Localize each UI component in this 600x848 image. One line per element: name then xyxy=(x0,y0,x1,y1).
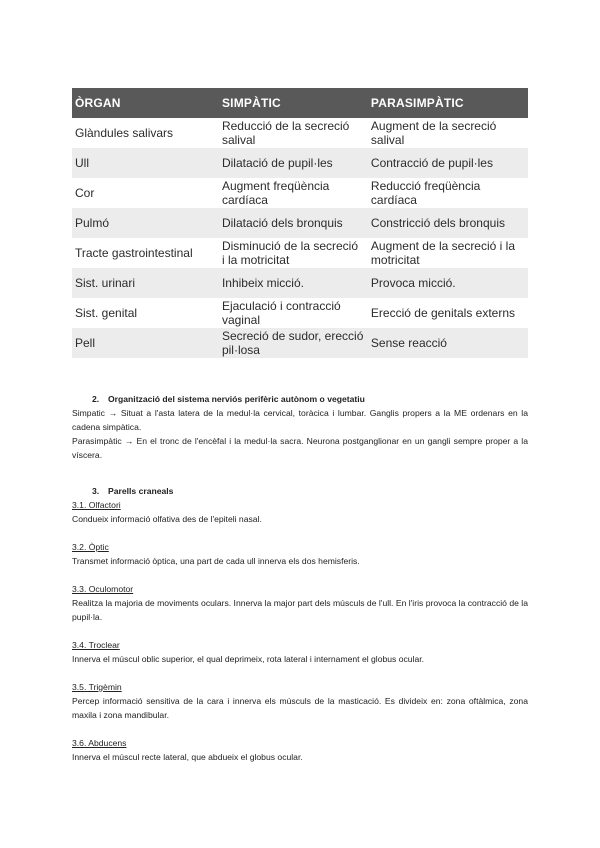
paragraph: Innerva el múscul oblic superior, el qual deprimeix, rota lateral i internament el globus ocular. xyxy=(72,654,425,664)
table-header-row xyxy=(72,88,528,118)
organ-comparison-table xyxy=(72,88,528,358)
paragraph: Innerva el múscul recte lateral, que abdueix el globus ocular. xyxy=(72,752,303,762)
paragraph: Percep informació sensitiva de la cara i innerva els músculs de la masticació. Es divideix en: zona oftàlmica, zona maxila i zona mandibular. xyxy=(72,696,528,720)
sympathetic-cell: Disminució de la secreció i la motricitat xyxy=(221,239,359,267)
organ-cell: Pulmó xyxy=(72,208,219,238)
section-heading xyxy=(72,484,528,498)
parasympathetic-cell: Erecció de genitals externs xyxy=(370,306,515,320)
subsection-title: 3.1. Olfactori xyxy=(72,500,121,510)
sympathetic-cell: Augment freqüència cardíaca xyxy=(221,179,330,207)
paragraph: Simpatic → Situat a l'asta latera de la medul·la cervical, toràcica i lumbar. Ganglis propers a la ME ordenars en la cadena simpàtica. xyxy=(72,408,528,432)
table-row xyxy=(72,208,528,238)
document-body xyxy=(72,392,528,764)
table-row xyxy=(72,178,528,208)
table-row xyxy=(72,328,528,358)
paragraph: Parasimpàtic → En el tronc de l'encèfal i la medul·la sacra. Neurona postganglionar en un gangli sempre proper a la víscera. xyxy=(72,436,528,460)
section-number: 3. xyxy=(92,486,100,496)
organ-cell: Pell xyxy=(72,328,219,358)
table-row xyxy=(72,268,528,298)
paragraph: Transmet informació òptica, una part de cada ull innerva els dos hemisferis. xyxy=(72,556,360,566)
organ-cell: Sist. urinari xyxy=(72,268,219,298)
parasympathetic-cell: Reducció freqüència cardíaca xyxy=(370,179,481,207)
sympathetic-cell: Ejaculació i contracció vaginal xyxy=(221,299,341,327)
organ-cell: Ull xyxy=(72,148,219,178)
parasympathetic-cell: Contracció de pupil·les xyxy=(368,148,528,178)
sympathetic-cell: Reducció de la secreció salival xyxy=(221,119,350,147)
sympathetic-cell: Dilatació de pupil·les xyxy=(219,148,368,178)
section-title: Organització del sistema nerviós perifèric autònom o vegetatiu xyxy=(108,394,365,404)
parasympathetic-cell: Provoca micció. xyxy=(368,268,528,298)
organ-cell: Sist. genital xyxy=(75,306,138,320)
section-number: 2. xyxy=(92,394,100,404)
table-row xyxy=(72,298,528,328)
section-title: Parells craneals xyxy=(108,486,174,496)
subsection-title: 3.6. Abducens xyxy=(72,738,127,748)
parasympathetic-cell: Constricció dels bronquis xyxy=(368,208,528,238)
subsection-title: 3.4. Troclear xyxy=(72,640,120,650)
paragraph: Realitza la majoria de moviments oculars. Innerva la major part dels músculs de l'ull. En l'iris provoca la contracció de la pupil·la. xyxy=(72,598,528,622)
table-row xyxy=(72,118,528,148)
organ-cell: Cor xyxy=(75,186,95,200)
sympathetic-cell: Secreció de sudor, erecció pil·losa xyxy=(219,328,368,358)
sympathetic-cell: Inhibeix micció. xyxy=(219,268,368,298)
organ-cell: Tracte gastrointestinal xyxy=(75,246,193,260)
table-row xyxy=(72,238,528,268)
table-row xyxy=(72,148,528,178)
parasympathetic-cell: Augment de la secreció salival xyxy=(370,119,497,147)
header-organ: ÒRGAN xyxy=(72,88,219,118)
header-sympathetic: SIMPÀTIC xyxy=(219,88,368,118)
header-parasympathetic: PARASIMPÀTIC xyxy=(368,88,528,118)
parasympathetic-cell: Sense reacció xyxy=(368,328,528,358)
paragraph: Condueix informació olfativa des de l'epiteli nasal. xyxy=(72,514,262,524)
organ-cell: Glàndules salivars xyxy=(75,126,174,140)
subsection-title: 3.2. Òptic xyxy=(72,542,109,552)
subsection-title: 3.3. Oculomotor xyxy=(72,584,134,594)
section-heading xyxy=(72,392,528,406)
sympathetic-cell: Dilatació dels bronquis xyxy=(219,208,368,238)
subsection-title: 3.5. Trigèmin xyxy=(72,682,122,692)
parasympathetic-cell: Augment de la secreció i la motricitat xyxy=(370,239,515,267)
